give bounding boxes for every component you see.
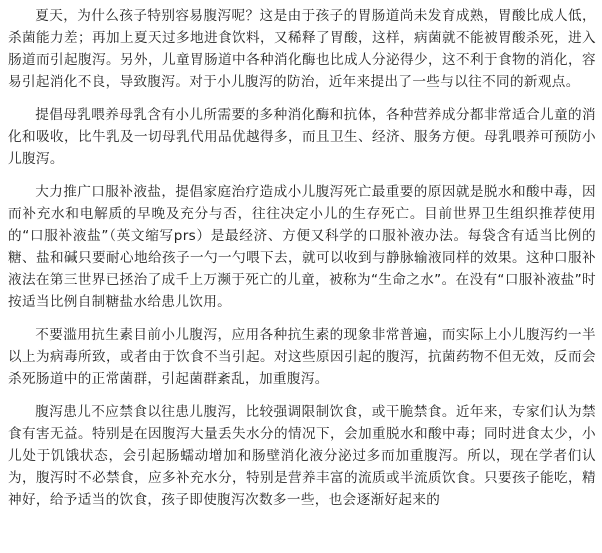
paragraph-oral-rehydration-salts: 大力推广口服补液盐，提倡家庭治疗造成小儿腹泻死亡最重要的原因就是脱水和酸中毒，因而补充水和电解质的早晚及充分与否，往往决定小儿的生存死亡。目前世界卫生组织推荐使用的“口服补液盐”（英文缩写prs）是最经济、方便又科学的口服补液办法。每袋含有适当比例的糖、盐和碱只要耐心地给孩子一勺一勺喂下去，就可以收到与静脉输液同样的效果。这种口服补液法在第三世界已拯治了成千上万濒于死亡的儿童，被称为“生命之水”。在没有“口服补液盐”时按适当比例自制糖盐水给患儿饮用。	[8, 184, 596, 310]
article-body	[8, 5, 596, 522]
paragraph-no-fasting: 腹泻患儿不应禁食以往患儿腹泻，比较强调限制饮食，或干脆禁食。近年来，专家们认为禁食有害无益。特别是在因腹泻大量丢失水分的情况下，会加重脱水和酸中毒；同时进食太少，小儿处于饥饿状态，会引起肠蠕动增加和肠壁消化液分泌过多而加重腹泻。所以，现在学者们认为，腹泻时不必禁食，应多补充水分，特别是营养丰富的流质或半流质饮食。只要孩子能吃，精神好，给予适当的饮食，孩子即使腹泻次数多一些，也会逐渐好起来的	[8, 404, 596, 508]
paragraph-summer-diarrhea-causes: 夏天，为什么孩子特别容易腹泻呢？这是由于孩子的胃肠道尚未发育成熟，胃酸比成人低，杀菌能力差；再加上夏天过多地进食饮料，又稀释了胃酸，这样，病菌就不能被胃酸杀死，进入肠道而引起腹泻。另外，儿童胃肠道中各种消化酶也比成人分泌得少，这不利于食物的消化，容易引起消化不良，导致腹泻。对于小儿腹泻的防治，近年来提出了一些与以往不同的新观点。	[8, 8, 596, 90]
paragraph-breastfeeding: 提倡母乳喂养母乳含有小儿所需要的多种消化酶和抗体，各种营养成分都非常适合儿童的消化和吸收，比牛乳及一切母乳代用品优越得多，而且卫生、经济、服务方便。母乳喂养可预防小儿腹泻。	[8, 107, 596, 167]
paragraph-antibiotics: 不要滥用抗生素目前小儿腹泻，应用各种抗生素的现象非常普遍，而实际上小儿腹泻约一半以上为病毒所致，或者由于饮食不当引起。对这些原因引起的腹泻，抗菌药物不但无效，反而会杀死肠道中的正常菌群，引起菌群紊乱，加重腹泻。	[8, 327, 596, 387]
